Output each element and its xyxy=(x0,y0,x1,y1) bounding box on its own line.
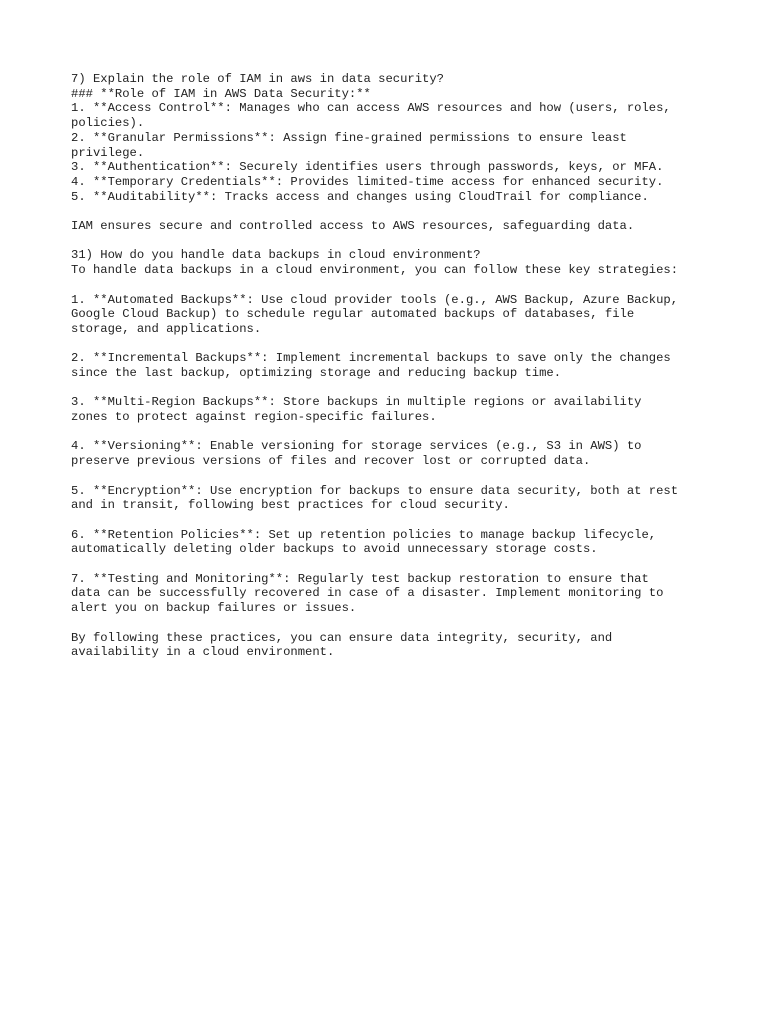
backup-item-multi-region: 3. **Multi-Region Backups**: Store backups in multiple regions or availability xyxy=(71,395,642,410)
blank-line xyxy=(71,616,731,631)
backup-item-automated-cont-2: storage, and applications. xyxy=(71,321,262,336)
blank-line xyxy=(71,381,731,396)
backup-item-retention: 6. **Retention Policies**: Set up retention policies to manage backup lifecycle, xyxy=(71,527,657,542)
blank-line xyxy=(71,513,731,528)
iam-item-authentication: 3. **Authentication**: Securely identifies users through passwords, keys, or MFA. xyxy=(71,160,664,175)
backups-conclusion-cont: availability in a cloud environment. xyxy=(71,645,335,660)
question-backups-heading: 31) How do you handle data backups in cloud environment? xyxy=(71,248,481,263)
blank-line xyxy=(71,234,731,249)
backup-item-versioning-cont: preserve previous versions of files and recover lost or corrupted data. xyxy=(71,454,591,469)
backup-item-incremental-cont: since the last backup, optimizing storage and reducing backup time. xyxy=(71,366,562,380)
question-iam-heading: 7) Explain the role of IAM in aws in data security? xyxy=(71,72,444,86)
blank-line xyxy=(71,337,731,352)
iam-item-access-control-cont: policies). xyxy=(71,116,145,131)
blank-line xyxy=(71,469,731,484)
blank-line xyxy=(71,278,731,293)
backup-item-retention-cont: automatically deleting older backups to avoid unnecessary storage costs. xyxy=(71,542,598,557)
backups-conclusion: By following these practices, you can ensure data integrity, security, and xyxy=(71,630,613,645)
backup-item-automated-cont-1: Google Cloud Backup) to schedule regular automated backups of databases, file xyxy=(71,307,635,322)
iam-item-granular-permissions-cont: privilege. xyxy=(71,145,145,160)
backup-item-testing-cont-2: alert you on backup failures or issues. xyxy=(71,601,357,616)
iam-section-title: ### **Role of IAM in AWS Data Security:** xyxy=(71,86,371,101)
backup-item-versioning: 4. **Versioning**: Enable versioning for storage services (e.g., S3 in AWS) to xyxy=(71,439,642,454)
backup-item-encryption-cont: and in transit, following best practices for cloud security. xyxy=(71,498,510,513)
backup-item-encryption: 5. **Encryption**: Use encryption for backups to ensure data security, both at rest xyxy=(71,483,679,498)
iam-item-auditability: 5. **Auditability**: Tracks access and changes using CloudTrail for compliance. xyxy=(71,189,649,204)
backup-item-testing: 7. **Testing and Monitoring**: Regularly test backup restoration to ensure that xyxy=(71,571,649,586)
backup-item-multi-region-cont: zones to protect against region-specific failures. xyxy=(71,410,437,425)
blank-line xyxy=(71,557,731,572)
backup-item-incremental: 2. **Incremental Backups**: Implement incremental backups to save only the changes xyxy=(71,351,671,366)
blank-line xyxy=(71,204,731,219)
backup-item-testing-cont-1: data can be successfully recovered in case of a disaster. Implement monitoring to xyxy=(71,586,664,601)
backup-item-automated: 1. **Automated Backups**: Use cloud provider tools (e.g., AWS Backup, Azure Backup, xyxy=(71,292,679,307)
iam-item-granular-permissions: 2. **Granular Permissions**: Assign fine-grained permissions to ensure least xyxy=(71,130,627,145)
iam-summary: IAM ensures secure and controlled access to AWS resources, safeguarding data. xyxy=(71,219,635,234)
backups-intro: To handle data backups in a cloud environment, you can follow these key strategies: xyxy=(71,263,679,278)
iam-item-access-control: 1. **Access Control**: Manages who can access AWS resources and how (users, roles, xyxy=(71,101,671,116)
iam-item-temporary-credentials: 4. **Temporary Credentials**: Provides limited-time access for enhanced security. xyxy=(71,174,664,189)
document-page xyxy=(71,72,731,660)
blank-line xyxy=(71,425,731,440)
